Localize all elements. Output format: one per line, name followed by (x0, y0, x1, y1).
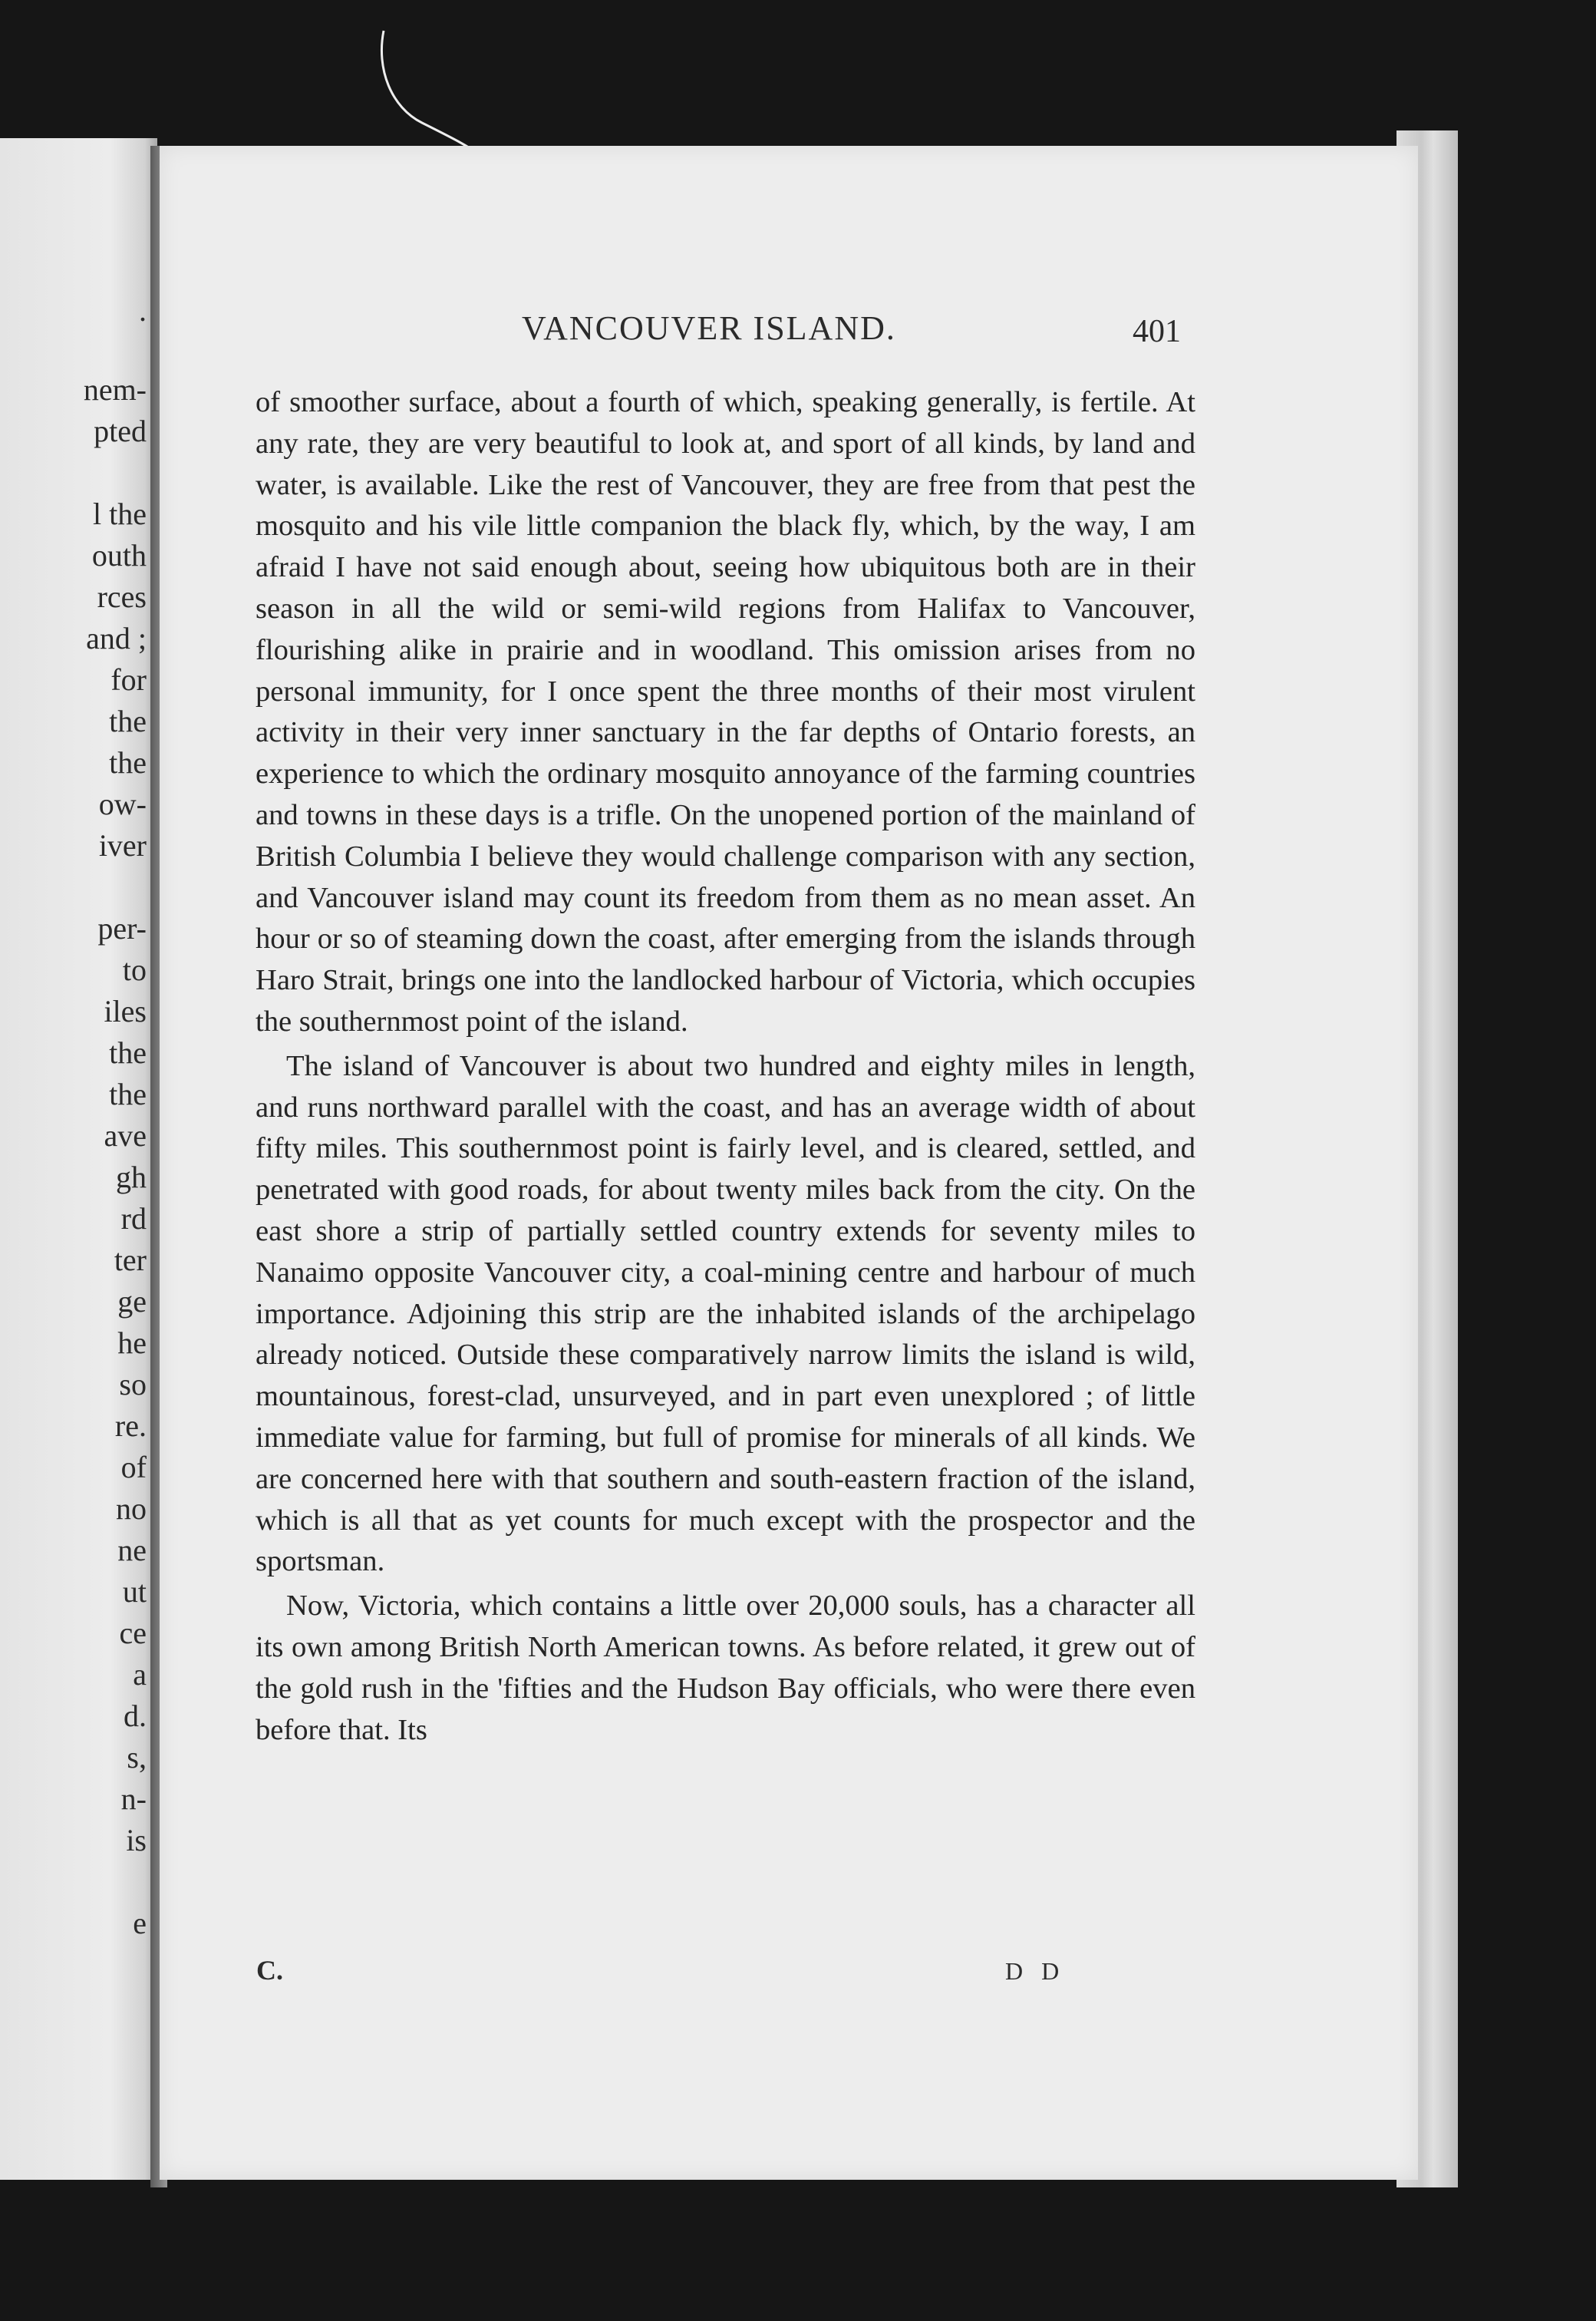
fragment-line: s, (127, 1740, 147, 1775)
fragment-line: pted (94, 414, 147, 448)
signature-line (160, 1954, 1418, 1992)
fragment-line: ne (117, 1533, 147, 1567)
fragment-line: ter (114, 1243, 147, 1277)
fragment-line: d. (124, 1699, 147, 1733)
fragment-line: ge (117, 1284, 147, 1319)
body-text (256, 382, 1195, 1751)
fragment-line: ut (122, 1574, 147, 1609)
fragment-line: rd (120, 1201, 147, 1236)
fragment-line: re. (114, 1408, 147, 1443)
fragment-line: outh (91, 538, 147, 573)
fragment-line: iver (98, 828, 147, 863)
fragment-line: is (126, 1823, 147, 1857)
paragraph: The island of Vancouver is about two hundred and eighty miles in length, and runs northward parallel with the coast, and has an average width of about fifty miles. This southernmost point is fairly level, and is cleared, settled, and penetrated with good roads, for about twenty miles back from the city. On the east shore a strip of partially settled country extends for seventy miles to Nanaimo opposite Vancouver city, a coal-mining centre and harbour of much importance. Adjoining this strip are the inhabited islands of the archipelago already noticed. Outside these comparatively narrow limits the island is wild, mountainous, forest-clad, unsurveyed, and in part even unexplored ; of little immediate value for farming, but full of promise for minerals of all kinds. We are concerned here with that southern and south-eastern fraction of the island, which is all that as yet counts for much except with the prospector and the sportsman. (256, 1049, 1195, 1578)
fragment-line: the (109, 1035, 147, 1070)
fragment-line: so (119, 1367, 147, 1402)
fragment-line: and ; (86, 621, 147, 655)
fragment-line: nem- (83, 372, 147, 407)
fragment-line: l the (93, 497, 147, 531)
stray-thread-mark (376, 23, 499, 161)
fragment-line: for (110, 662, 147, 697)
fragment-line: gh (116, 1160, 147, 1194)
fragment-line: he (117, 1326, 147, 1360)
fragment-line: per- (97, 911, 147, 946)
fragment-line: iles (104, 994, 147, 1028)
signature-mark-left: C. (256, 1955, 283, 1986)
previous-page-edge (0, 138, 157, 2180)
fragment-line: ow- (98, 787, 147, 821)
paragraph: of smoother surface, about a fourth of which, speaking generally, is fertile. At any rate, they are very beautiful to look at, and sport of all kinds, by land and water, is available. Like the rest of Vancouver, they are free from that pest the mosquito and his vile little companion the black fly, which, by the way, I am afraid I have not said enough about, seeing how ubiquitous both are in their season in all the wild or semi-wild regions from Halifax to Vancouver, flourishing alike in prairie and in woodland. This omission arises from no personal immunity, for I once spent the three months of their most virulent activity in their very inner sanctuary in the far depths of Ontario forests, an experience to which the ordinary mosquito annoyance of the farming countries and towns in these days is a trifle. On the unopened portion of the mainland of British Columbia I believe they would challenge comparison with any section, and Vancouver island may count its freedom from them as no mean asset. An hour or so of steaming down the coast, after emerging from the islands through Haro Strait, brings one into the landlocked harbour of Victoria, which occupies the southernmost point of the island. (256, 386, 1195, 1038)
fragment-line: rces (97, 579, 147, 614)
book-page (160, 146, 1418, 2180)
fragment-line: to (122, 953, 147, 987)
fragment-line: the (109, 745, 147, 780)
fragment-line: n- (120, 1781, 147, 1816)
running-head (160, 309, 1418, 355)
fragment-line: a (133, 1657, 147, 1692)
fragment-line: ave (104, 1118, 147, 1153)
fragment-line: . (139, 293, 147, 328)
fragment-line: e (133, 1906, 147, 1940)
page-number: 401 (1133, 314, 1181, 349)
fragment-line: of (120, 1450, 147, 1484)
running-head-title: VANCOUVER ISLAND. (522, 309, 896, 347)
fragment-line: the (109, 704, 147, 738)
signature-mark-right: D D (1005, 1957, 1066, 1985)
paragraph: Now, Victoria, which contains a little over 20,000 souls, has a character all its own among British North American towns. As before related, it grew out of the gold rush in the 'fifties and the Hudson Bay officials, who were there even before that. Its (256, 1590, 1195, 1746)
fragment-line: the (109, 1077, 147, 1111)
fragment-line: no (116, 1491, 147, 1526)
fragment-line: ce (119, 1616, 147, 1650)
